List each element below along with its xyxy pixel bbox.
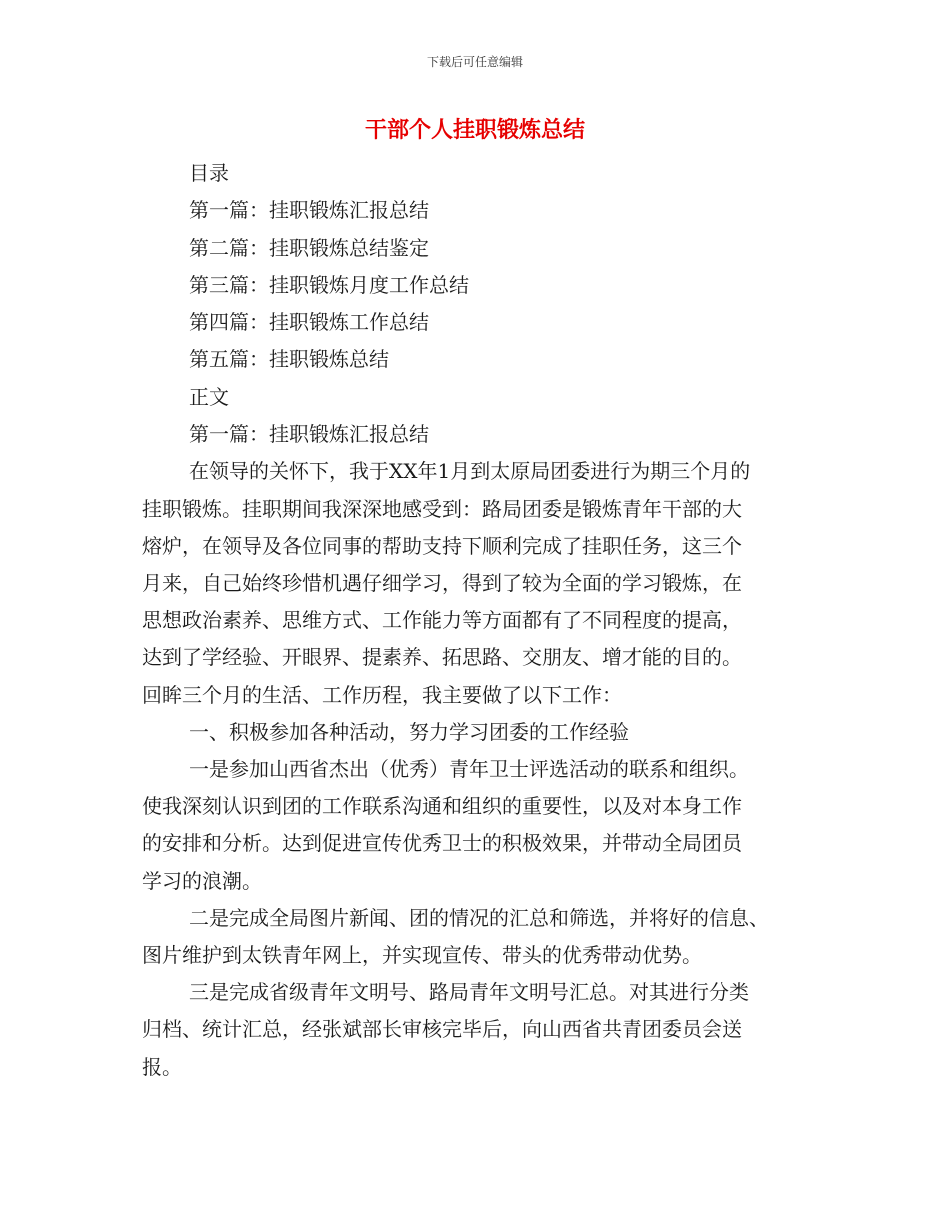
- body-paragraph: [142, 751, 814, 900]
- body-paragraph: [142, 714, 814, 751]
- body-paragraphs: [142, 453, 814, 1085]
- table-of-contents: [142, 192, 814, 378]
- paragraph-line: 月来，自己始终珍惜机遇仔细学习，得到了较为全面的学习锻炼，在: [142, 570, 742, 595]
- paragraph-line: 图片维护到太铁青年网上，并实现宣传、带头的优秀带动优势。: [142, 943, 702, 968]
- paragraph-line: 一、积极参加各种活动，努力学习团委的工作经验: [189, 719, 629, 744]
- paragraph-line: 达到了学经验、开眼界、提素养、拓思路、交朋友、增才能的目的。: [142, 645, 742, 670]
- paragraph-line: 思想政治素养、思维方式、工作能力等方面都有了不同程度的提高，: [142, 608, 742, 633]
- paragraph-line: 二是完成全局图片新闻、团的情况的汇总和筛选，并将好的信息、: [189, 905, 769, 930]
- paragraph-line: 的安排和分析。达到促进宣传优秀卫士的积极效果，并带动全局团员: [142, 831, 742, 856]
- chapter-title: 第一篇：挂职锻炼汇报总结: [189, 422, 429, 447]
- body-heading: 正文: [189, 384, 229, 409]
- toc-item: 第四篇：挂职锻炼工作总结: [189, 310, 429, 335]
- document-title: 干部个人挂职锻炼总结: [364, 118, 585, 143]
- paragraph-line: 在领导的关怀下，我于XX年1月到太原局团委进行为期三个月的: [189, 459, 751, 484]
- body-paragraph: [142, 453, 814, 713]
- paragraph-line: 学习的浪潮。: [142, 868, 262, 893]
- header-note: 下载后可任意编辑: [426, 55, 523, 69]
- paragraph-line: 回眸三个月的生活、工作历程，我主要做了以下工作：: [142, 682, 622, 707]
- body-paragraph: [142, 974, 814, 1086]
- paragraph-line: 挂职锻炼。挂职期间我深深地感受到：路局团委是锻炼青年干部的大: [142, 496, 742, 521]
- paragraph-line: 使我深刻认识到团的工作联系沟通和组织的重要性，以及对本身工作: [142, 794, 742, 819]
- toc-heading: 目录: [189, 161, 229, 185]
- body-paragraph: [142, 900, 814, 974]
- document-content: [142, 155, 814, 1086]
- toc-item: 第五篇：挂职锻炼总结: [189, 347, 389, 372]
- paragraph-line: 三是完成省级青年文明号、路局青年文明号汇总。对其进行分类: [189, 980, 749, 1005]
- toc-item: 第三篇：挂职锻炼月度工作总结: [189, 272, 469, 297]
- toc-item: 第一篇：挂职锻炼汇报总结: [189, 198, 429, 223]
- paragraph-line: 一是参加山西省杰出（优秀）青年卫士评选活动的联系和组织。: [189, 757, 749, 781]
- toc-item: 第二篇：挂职锻炼总结鉴定: [189, 235, 429, 260]
- paragraph-line: 报。: [142, 1054, 182, 1079]
- paragraph-line: 归档、统计汇总，经张斌部长审核完毕后，向山西省共青团委员会送: [142, 1017, 742, 1042]
- paragraph-line: 熔炉，在领导及各位同事的帮助支持下顺利完成了挂职任务，这三个: [142, 533, 742, 558]
